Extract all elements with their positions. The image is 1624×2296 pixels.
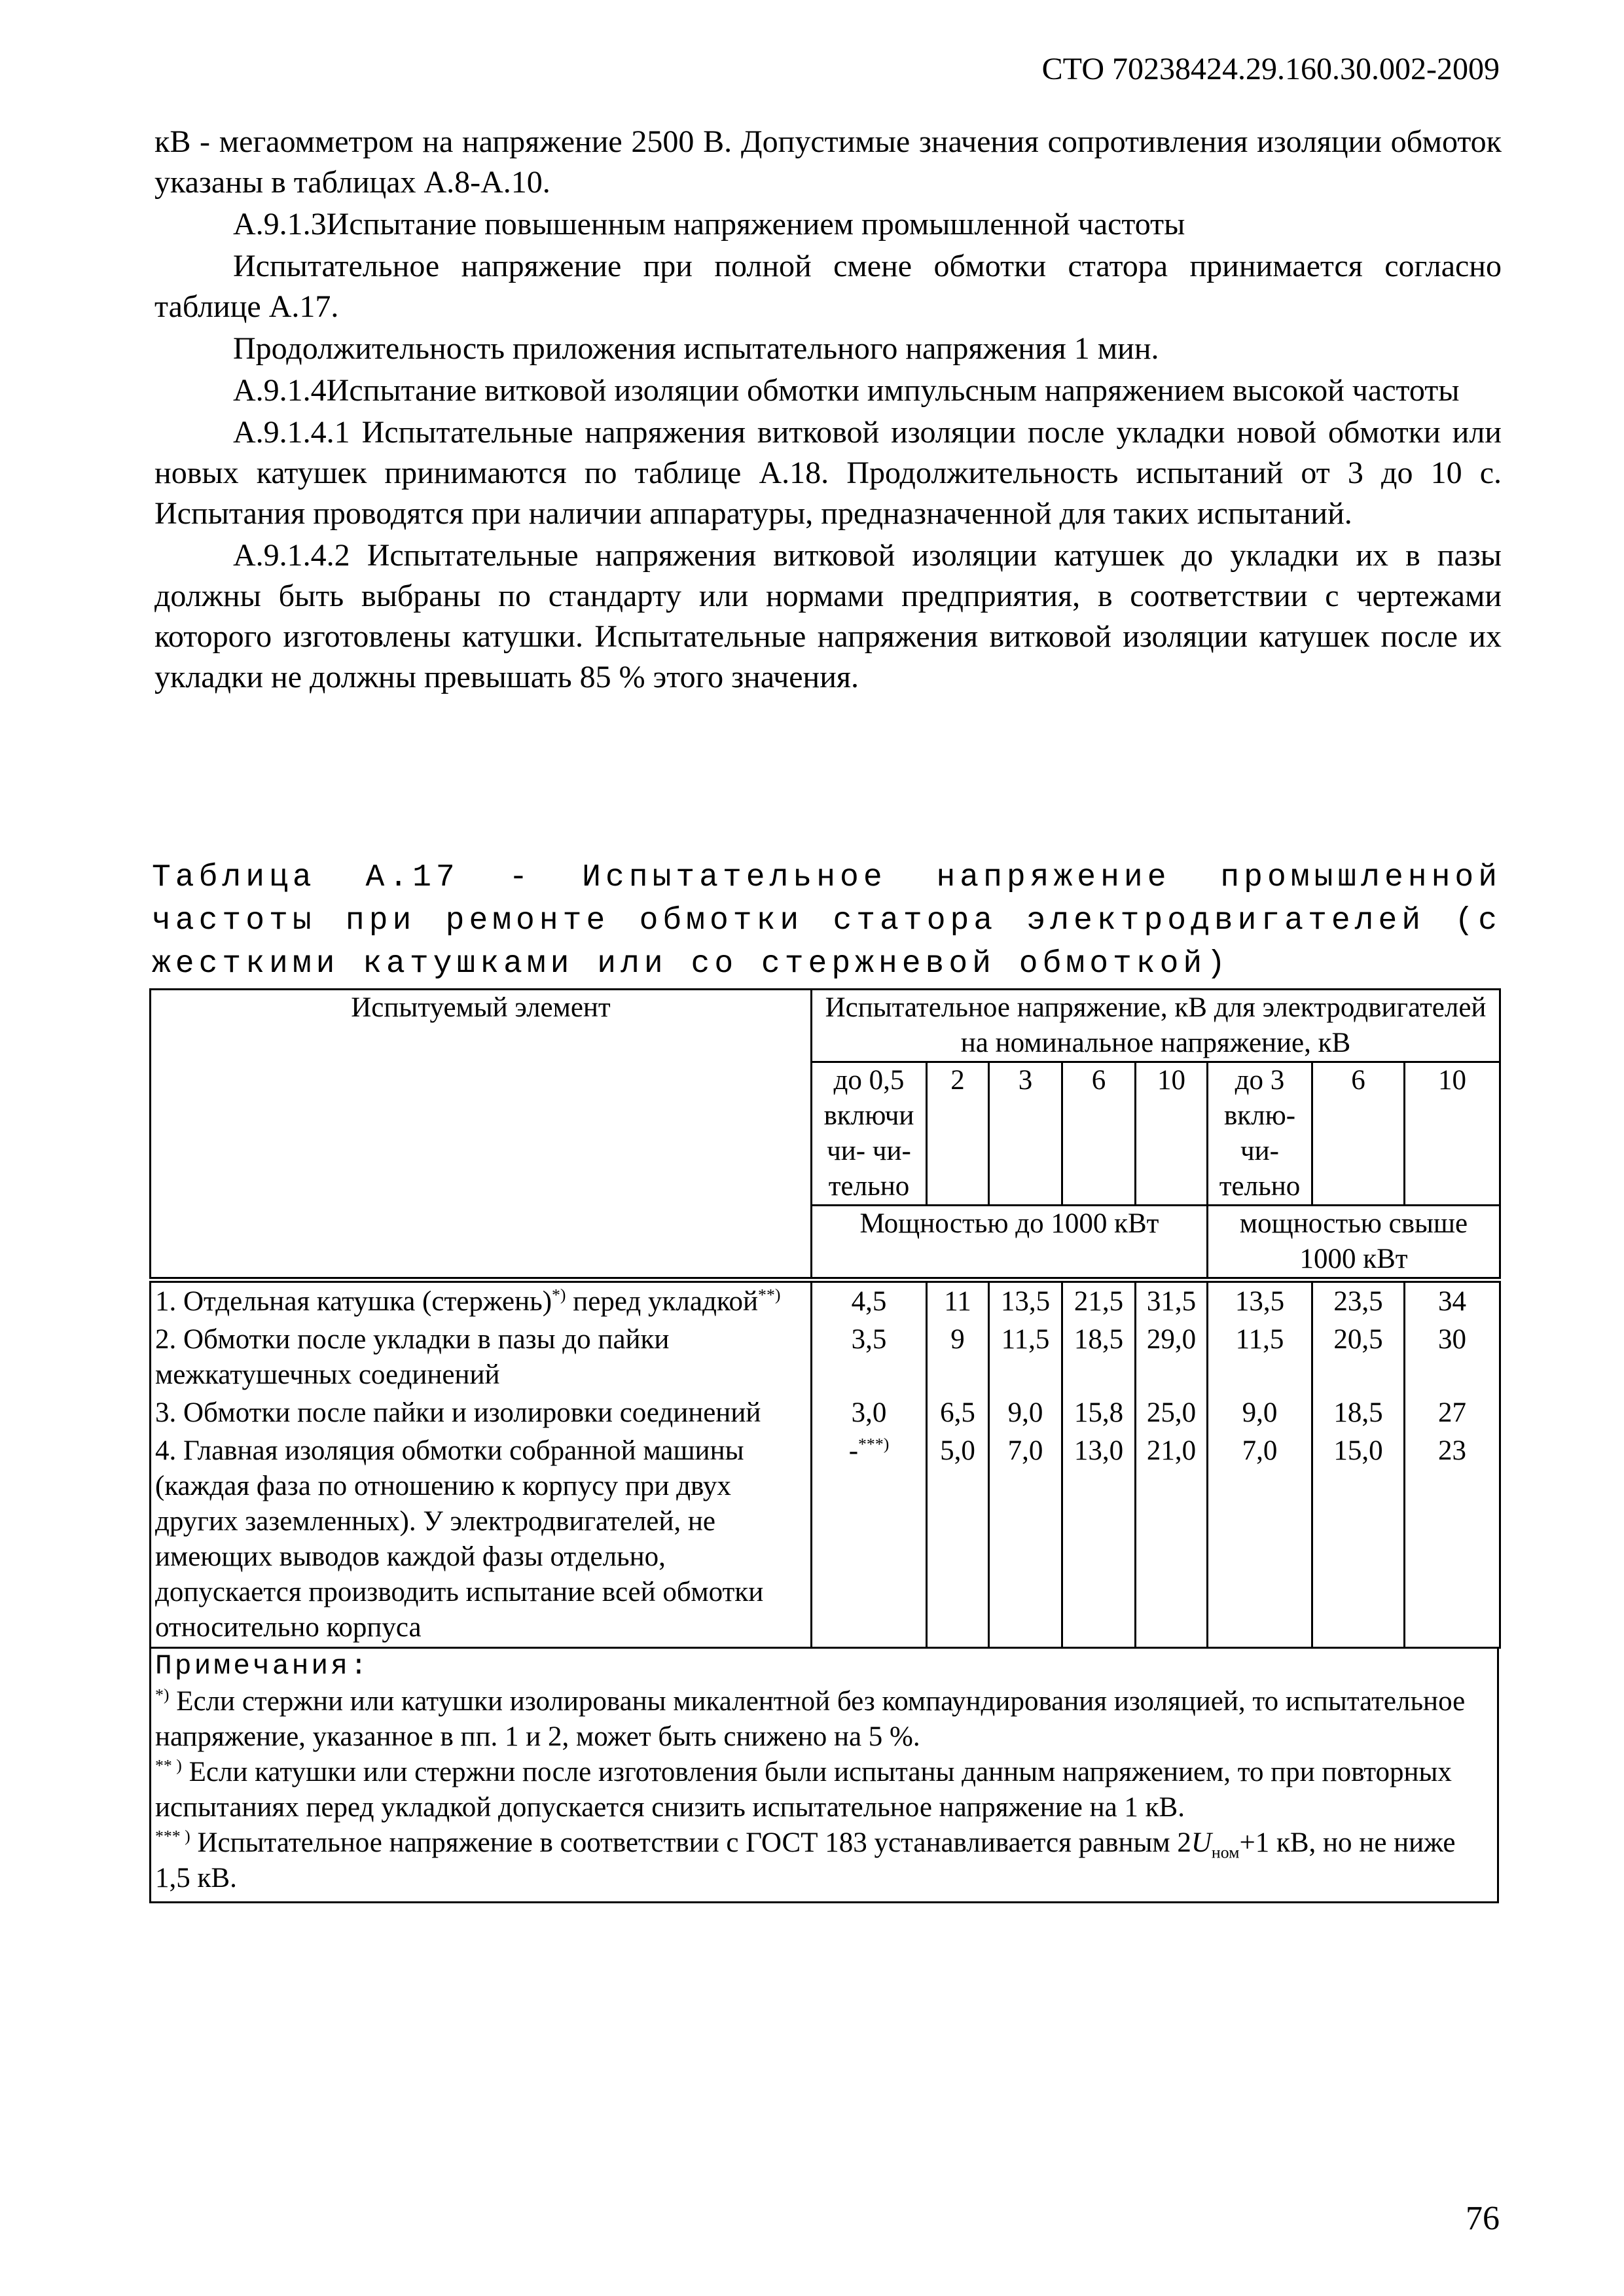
table-cell: 9,0: [989, 1394, 1062, 1432]
page-number: 76: [1466, 2200, 1500, 2237]
table-cell: 23,5: [1312, 1280, 1405, 1321]
paragraph-a9142: А.9.1.4.2 Испытательные напряжения витковой изоляции катушек до укладки их в пазы должны быть выбраны по стандарту или нормами предприятия, в соответствии с чертежами которого изготовлены катушки. Испытательные напряжения витковой изоляции катушек после их укладки не должны превышать 85 % этого значения.: [154, 538, 1502, 694]
table-cell: 21,0: [1136, 1432, 1208, 1648]
row-element: 2. Обмотки после укладки в пазы до пайки межкатушечных соединений: [151, 1321, 812, 1394]
subheader-2: 2: [927, 1062, 989, 1206]
formula-variable: U: [1191, 1827, 1212, 1858]
table-cell: 29,0: [1136, 1321, 1208, 1394]
table-cell: 11,5: [989, 1321, 1062, 1394]
note-text: +1 кВ, но не ниже 1,5 кВ.: [155, 1827, 1456, 1893]
table-cell: 9: [927, 1321, 989, 1394]
table-notes: [149, 1649, 1499, 1903]
table-cell: 30: [1405, 1321, 1500, 1394]
paragraph-3: Испытательное напряжение при полной смене обмотки статора принимается согласно таблице А.17.: [154, 249, 1502, 324]
paragraph-1: кВ - мегаомметром на напряжение 2500 В. Допустимые значения сопротивления изоляции обмоток указаны в таблицах А.8-А.10.: [154, 124, 1502, 200]
table-cell: 21,5: [1062, 1280, 1136, 1321]
row-element-text: перед укладкой: [566, 1286, 759, 1317]
table-cell: [812, 1432, 927, 1648]
table-cell: 11,5: [1208, 1321, 1312, 1394]
table-cell: 7,0: [1208, 1432, 1312, 1648]
table-cell: 25,0: [1136, 1394, 1208, 1432]
footnote-mark: *** ): [155, 1826, 190, 1846]
table-row: [151, 1394, 1500, 1432]
table-cell: 7,0: [989, 1432, 1062, 1648]
table-cell: 23: [1405, 1432, 1500, 1648]
document-code-header: СТО 70238424.29.160.30.002-2009: [1041, 52, 1500, 86]
table-cell: 27: [1405, 1394, 1500, 1432]
note-text: Если катушки или стержни после изготовления были испытаны данным напряжением, то при повторных испытаниях перед укладкой допускается снизить испытательное напряжение на 1 кВ.: [155, 1757, 1452, 1823]
table-cell: 20,5: [1312, 1321, 1405, 1394]
table-row: [151, 1321, 1500, 1394]
note-1: [151, 1684, 1497, 1755]
footnote-mark: ***): [858, 1434, 890, 1454]
header-test-voltage: Испытательное напряжение, кВ для электродвигателей на номинальное напряжение, кВ: [812, 990, 1500, 1062]
row-element: 4. Главная изоляция обмотки собранной машины (каждая фаза по отношению к корпусу при двух других заземленных). У электродвигателей, не имеющих выводов каждой фазы отдельно, допускается производить испытание всей обмотки относительно корпуса: [151, 1432, 812, 1648]
subheader-up-to-3: до 3 вклю- чи- тельно: [1208, 1062, 1312, 1206]
row-element-text: 1. Отдельная катушка (стержень): [155, 1286, 552, 1317]
power-group-high: мощностью свыше 1000 кВт: [1208, 1206, 1500, 1280]
table-cell: 3,5: [812, 1321, 927, 1394]
table-cell: 18,5: [1062, 1321, 1136, 1394]
paragraph-a9141: А.9.1.4.1 Испытательные напряжения витковой изоляции после укладки новой обмотки или новых катушек принимаются по таблице А.18. Продолжительность испытаний от 3 до 10 с. Испытания проводятся при наличии аппаратуры, предназначенной для таких испытаний.: [154, 415, 1502, 531]
footnote-mark: *): [552, 1285, 566, 1304]
paragraph-4: Продолжительность приложения испытательного напряжения 1 мин.: [233, 331, 1159, 366]
table-cell: 31,5: [1136, 1280, 1208, 1321]
table-cell: 18,5: [1312, 1394, 1405, 1432]
subheader-10-high: 10: [1405, 1062, 1500, 1206]
table-cell: 3,0: [812, 1394, 927, 1432]
subheader-up-to-0-5: до 0,5 включи чи- чи- тельно: [812, 1062, 927, 1206]
table-cell: 13,5: [989, 1280, 1062, 1321]
table-block: [149, 988, 1501, 1903]
table-cell: 11: [927, 1280, 989, 1321]
test-voltage-table: [149, 988, 1501, 1649]
subheader-3: 3: [989, 1062, 1062, 1206]
notes-title: Примечания:: [155, 1650, 370, 1682]
header-element: Испытуемый элемент: [151, 990, 812, 1280]
cell-value: -: [848, 1435, 859, 1466]
row-element: [151, 1280, 812, 1321]
power-group-low: Мощностью до 1000 кВт: [812, 1206, 1208, 1280]
section-heading-a913: А.9.1.3Испытание повышенным напряжением промышленной частоты: [233, 207, 1185, 242]
table-cell: 13,0: [1062, 1432, 1136, 1648]
section-heading-a914: А.9.1.4Испытание витковой изоляции обмотки импульсным напряжением высокой частоты: [233, 373, 1460, 408]
table-cell: 4,5: [812, 1280, 927, 1321]
footnote-mark: *): [155, 1685, 170, 1704]
row-element: 3. Обмотки после пайки и изолировки соединений: [151, 1394, 812, 1432]
table-cell: 9,0: [1208, 1394, 1312, 1432]
table-cell: 13,5: [1208, 1280, 1312, 1321]
table-cell: 5,0: [927, 1432, 989, 1648]
formula-subscript: ном: [1211, 1842, 1240, 1862]
note-text: Испытательное напряжение в соответствии с ГОСТ 183 устанавливается равным 2: [190, 1827, 1191, 1858]
subheader-6: 6: [1062, 1062, 1136, 1206]
table-cell: 34: [1405, 1280, 1500, 1321]
subheader-10: 10: [1136, 1062, 1208, 1206]
footnote-mark: **): [758, 1285, 781, 1304]
body-text: [154, 122, 1502, 698]
table-cell: 15,8: [1062, 1394, 1136, 1432]
note-2: [151, 1755, 1497, 1825]
footnote-mark: ** ): [155, 1755, 182, 1775]
subheader-6-high: 6: [1312, 1062, 1405, 1206]
note-text: Если стержни или катушки изолированы микалентной без компаундирования изоляцией, то испытательное напряжение, указанное в пп. 1 и 2, может быть снижено на 5 %.: [155, 1686, 1466, 1752]
table-row: [151, 1432, 1500, 1648]
table-cell: 15,0: [1312, 1432, 1405, 1648]
table-row: [151, 1280, 1500, 1321]
table-cell: 6,5: [927, 1394, 989, 1432]
note-3: [151, 1825, 1497, 1896]
table-caption: Таблица А.17 - Испытательное напряжение промышленной частоты при ремонте обмотки статора электродвигателей (с жесткими катушками или со стержневой обмоткой): [152, 860, 1502, 982]
